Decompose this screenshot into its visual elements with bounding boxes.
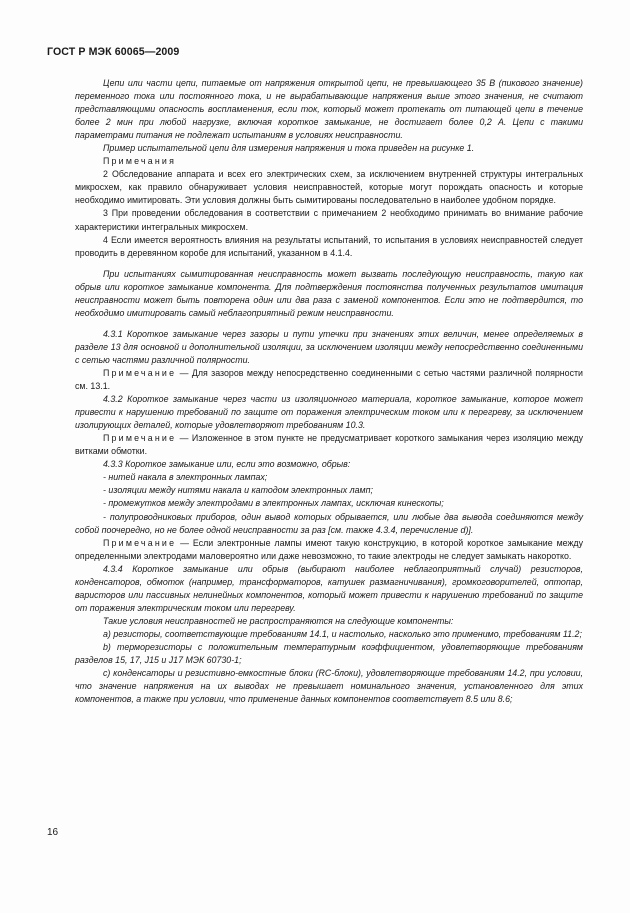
list-item: a) резисторы, соответствующие требованиям 14.1, и настолько, насколько это применимо, требованиям 11.2; [103, 628, 582, 639]
note-4: 4 Если имеется вероятность влияния на результаты испытаний, то испытания в условиях неисправностей следует проводить в деревянном коробе для испытаний, указанном в 4.1.4. [75, 234, 583, 258]
paragraph: Цепи или части цепи, питаемые от напряжения открытой цепи, не превышающего 35 В (пикового значение) переменного тока или постоянного тока, и не вырабатывающие напряжения выше этого значения, не считают представляющими опасность воспламенения, если ток, который может протекать от питающей цепи в течение более 2 мин при любой нагрузке, включая короткое замыкание, не достигает более 0,2 А. Цепи с такими параметрами питания не подлежат испытаниям в условиях неисправности. [75, 78, 583, 141]
list-item: - полупроводниковых приборов, один вывод которых обрывается, или любые два вывода соединяются между собой поочередно, но не более одной неисправности за раз [см. также 4.3.4, перечисление d)]. [75, 511, 583, 535]
clause-4-3-4: 4.3.4 Короткое замыкание или обрыв (выбирают наиболее неблагоприятный случай) резисторов, конденсаторов, обмоток (например, трансформаторов, катушек размагничивания), громкоговорителей, оптопар, варисторов или пассивных нелинейных компонентов, который может привести к нарушению требований по защите от поражения электрическим током или перегреву. [75, 563, 583, 613]
list-item: - промежутков между электродами в электронных лампах, исключая кинескопы; [103, 498, 444, 509]
note-text: — Для зазоров между непосредственно соединенными с сетью частями различной полярности см. 13.1. [75, 367, 583, 392]
note-text: — Изложенное в этом пункте не предусматривает короткого замыкания через изоляцию между витками обмотки. [75, 433, 583, 457]
clause-4-3-2: 4.3.2 Короткое замыкание через части из изоляционного материала, короткое замыкание, которое может привести к нарушению требований по защите от поражения электрическим током или к перегреву, за исключением изолирующих деталей, которые удовлетворяют требованиям 10.3. [75, 394, 583, 431]
paragraph: Пример испытательной цепи для измерения напряжения и тока приведен на рисунке 1. [103, 143, 475, 154]
note-clause-4-3-3 [75, 537, 583, 563]
note-label: Примечание [103, 367, 177, 378]
paragraph: При испытаниях сымитированная неисправность может вызвать последующую неисправность, такую как обрыв или короткое замыкание компонента. Для подтверждения постоянства полученных результатов имитация неисправности может быть повторена один или два раза с заменой компонентов. Если это не подтвердится, то необходимо имитировать самый неблагоприятный режим неисправности. [75, 268, 583, 318]
note-2: 2 Обследование аппарата и всех его электрических схем, за исключением внутренней структуры интегральных микросхем, как правило обнаруживает условия неисправностей, которые могут порождать опасность и которые необходимо имитировать. Эти условия должны быть сымитированы последовательно в наиболее удобном порядке. [75, 169, 583, 206]
page-number: 16 [47, 827, 59, 838]
list-item: b) терморезисторы с положительным температурным коэффициентом, удовлетворяющие требованиям разделов 15, 17, J15 и J17 МЭК 60730-1; [75, 641, 583, 666]
note-label: Примечание [103, 537, 177, 548]
note-clause-4-3-1 [75, 367, 583, 393]
paragraph: Такие условия неисправностей не распространяются на следующие компоненты: [103, 615, 454, 626]
note-label: Примечание [103, 433, 177, 444]
list-item: - нитей накала в электронных лампах; [103, 472, 268, 483]
standard-header: ГОСТ Р МЭК 60065—2009 [47, 46, 180, 58]
clause-4-3-3: 4.3.3 Короткое замыкание или, если это возможно, обрыв: [103, 459, 351, 470]
note-clause-4-3-2 [75, 432, 583, 458]
list-item: c) конденсаторы и резистивно-емкостные блоки (RC-блоки), удовлетворяющие требованиям 14.2, при условии, что значение напряжения на их выводах не превышает номинального значения, установленного для этих компонентов, а также при условии, что применение данных компонентов соответствует 8.5 или 8.6; [75, 668, 583, 705]
list-item: - изоляции между нитями накала и катодом электронных ламп; [103, 485, 373, 496]
clause-4-3-1: 4.3.1 Короткое замыкание через зазоры и пути утечки при значениях этих величин, менее определяемых в разделе 13 для основной и дополнительной изоляции, за исключением изоляции между непосредственно соединенными с сетью частями различной полярности. [75, 328, 583, 365]
page-content [75, 77, 583, 706]
note-3: 3 При проведении обследования в соответствии с примечанием 2 необходимо принимать во внимание рабочие характеристики интегральных микросхем. [75, 208, 583, 232]
notes-heading: Примечания [103, 156, 177, 167]
note-text: — Если электронные лампы имеют такую конструкцию, в которой короткое замыкание между определенными электродами маловероятно или даже невозможно, то такие электроды не следует замыкать накоротко. [75, 537, 583, 561]
